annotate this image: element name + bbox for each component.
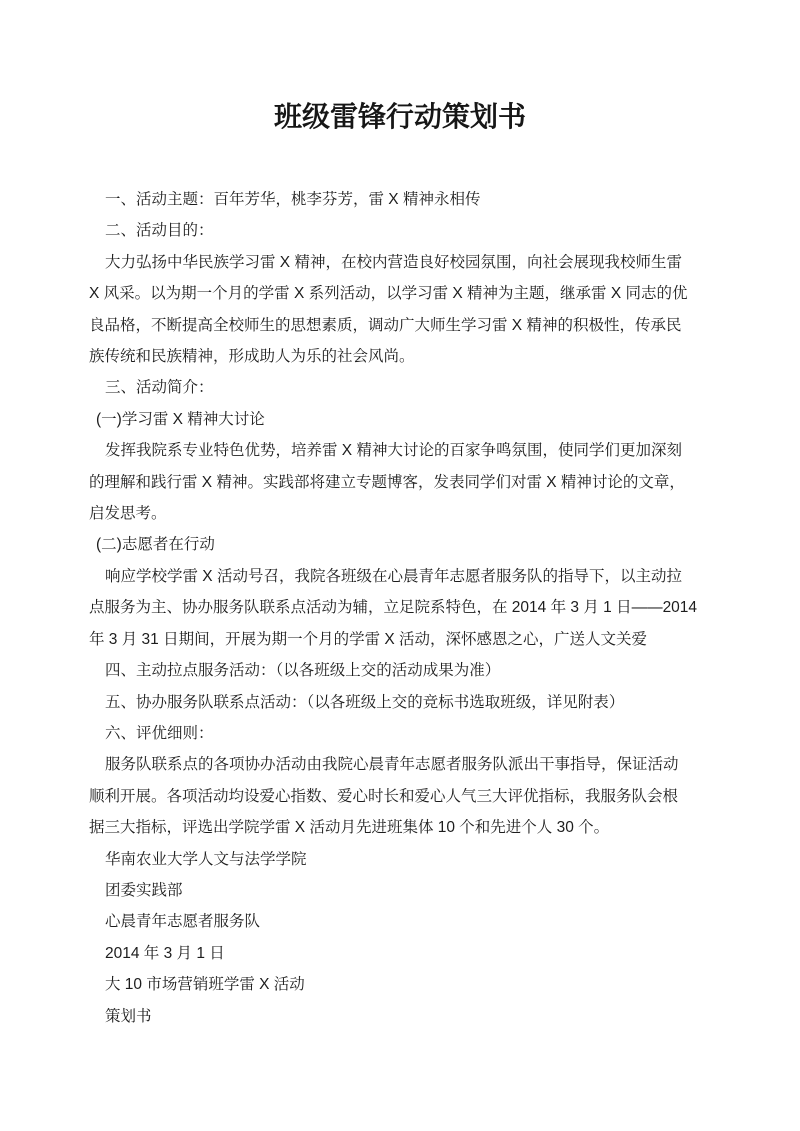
document-line: 服务队联系点的各项协办活动由我院心晨青年志愿者服务队派出干事指导，保证活动 (105, 756, 679, 774)
document-line: 的理解和践行雷 X 精神。实践部将建立专题博客，发表同学们对雷 X 精神讨论的文章， (89, 473, 685, 491)
document-line: 启发思考。 (89, 505, 167, 523)
document-line: 点服务为主、协办服务队联系点活动为辅，立足院系特色，在 2014 年 3 月 1 日——2014 (89, 599, 698, 617)
document-line: 良品格，不断提高全校师生的思想素质，调动广大师生学习雷 X 精神的积极性，传承民 (89, 316, 682, 334)
document-line: 六、评优细则： (105, 724, 214, 742)
document-line: 族传统和民族精神，形成助人为乐的社会风尚。 (89, 348, 415, 366)
document-line: 大力弘扬中华民族学习雷 X 精神，在校内营造良好校园氛围，向社会展现我校师生雷 (105, 253, 682, 271)
document-line: 响应学校学雷 X 活动号召，我院各班级在心晨青年志愿者服务队的指导下，以主动拉 (105, 567, 682, 585)
document-line: 四、主动拉点服务活动：（以各班级上交的活动成果为准） (105, 662, 501, 680)
document-title: 班级雷锋行动策划书 (273, 101, 526, 132)
document-line: 心晨青年志愿者服务队 (105, 913, 261, 931)
document-line: 华南农业大学人文与法学学院 (105, 850, 307, 868)
document-line: (一)学习雷 X 精神大讨论 (96, 410, 265, 428)
document-line: 顺利开展。各项活动均设爱心指数、爱心时长和爱心人气三大评优指标，我服务队会根 (89, 787, 679, 805)
document-body (89, 184, 722, 1032)
document-line: 据三大指标，评选出学院学雷 X 活动月先进班集体 10 个和先进个人 30 个。 (89, 819, 610, 837)
document-line: 一、活动主题：百年芳华，桃李芬芳，雷 X 精神永相传 (105, 191, 481, 208)
document-line: 二、活动目的： (105, 222, 214, 240)
document-line: 发挥我院系专业特色优势，培养雷 X 精神大讨论的百家争鸣氛围，使同学们更加深刻 (105, 442, 682, 460)
document-line: 五、协办服务队联系点活动：（以各班级上交的竞标书选取班级，详见附表） (105, 693, 625, 711)
document-line: 大 10 市场营销班学雷 X 活动 (105, 976, 305, 994)
document-line: 2014 年 3 月 1 日 (105, 944, 225, 962)
document-line: 年 3 月 31 日期间，开展为期一个月的学雷 X 活动，深怀感恩之心，广送人文关爱 (89, 630, 648, 648)
document-line: (二)志愿者在行动 (96, 536, 215, 554)
document-line: 三、活动简介： (105, 379, 214, 397)
document-line: 团委实践部 (105, 881, 183, 899)
document-line: 策划书 (105, 1007, 152, 1025)
document-line: X 风采。以为期一个月的学雷 X 系列活动，以学习雷 X 精神为主题，继承雷 X 同志的优 (89, 285, 688, 303)
